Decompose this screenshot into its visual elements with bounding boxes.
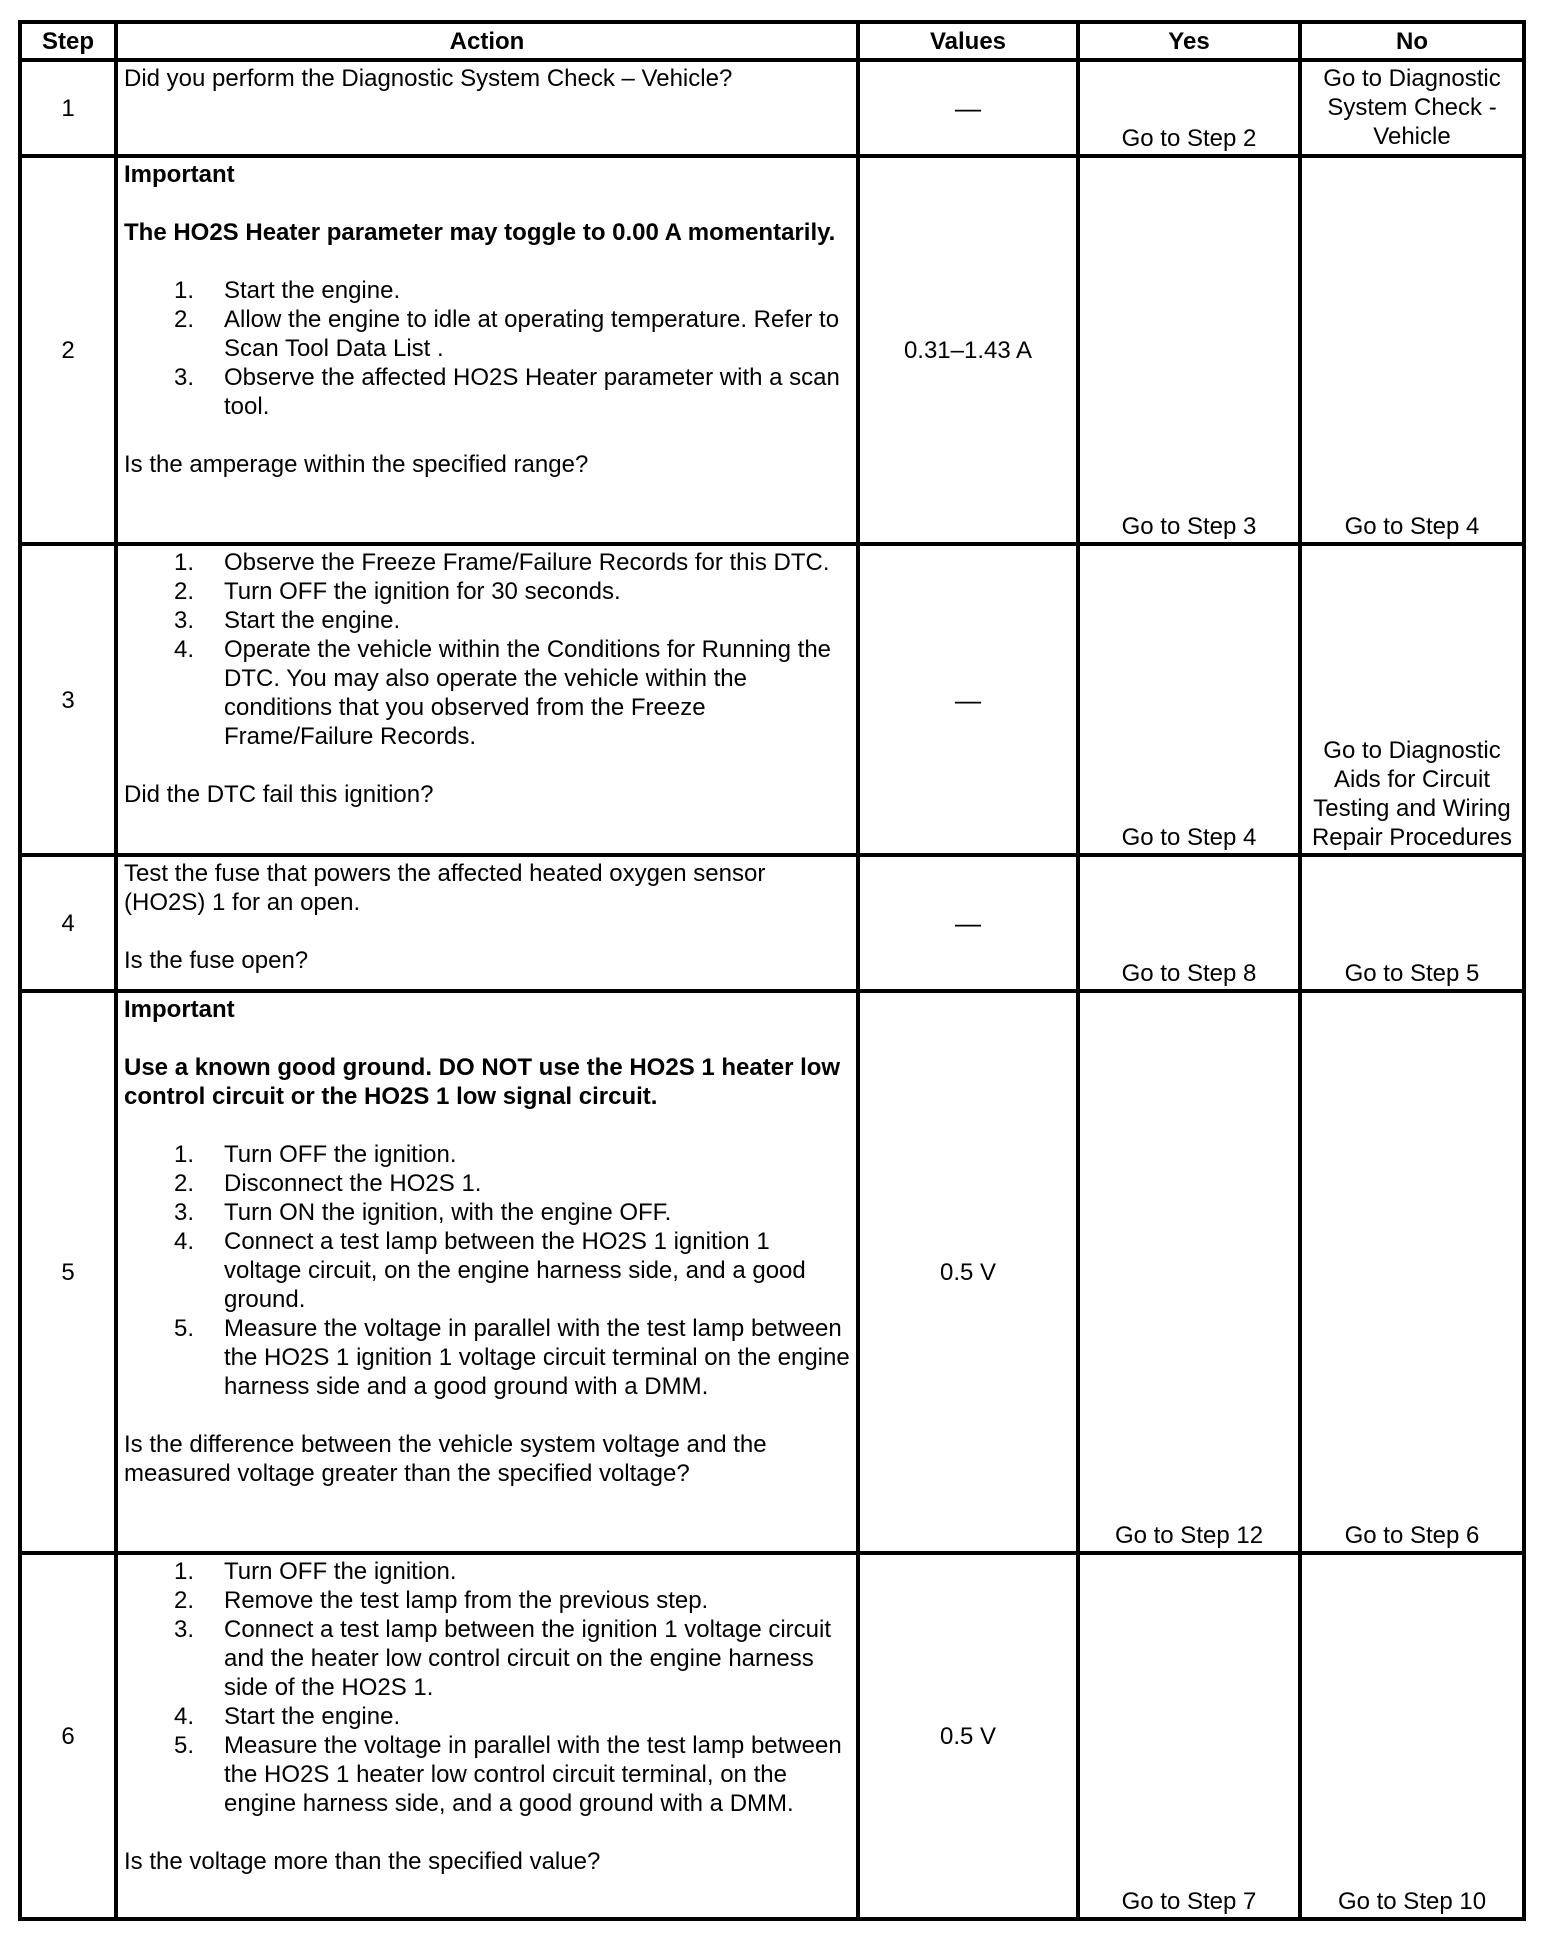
- values-cell: —: [858, 544, 1078, 855]
- values-cell: 0.31–1.43 A: [858, 156, 1078, 544]
- action-cell: [116, 991, 858, 1553]
- list-item: 1. Turn OFF the ignition.: [174, 1141, 457, 1168]
- table-row-step-1: [20, 60, 1524, 156]
- list-item: 1. Start the engine.: [174, 277, 401, 304]
- no-cell: Go to Step 10: [1300, 1553, 1524, 1919]
- yes-cell: Go to Step 2: [1078, 60, 1300, 156]
- diagnostic-table: [18, 20, 1526, 1921]
- table-row-step-2: [20, 156, 1524, 544]
- values-cell: 0.5 V: [858, 1553, 1078, 1919]
- values-cell: 0.5 V: [858, 991, 1078, 1553]
- no-cell: Go to Step 5: [1300, 855, 1524, 991]
- list-item: 4. Operate the vehicle within the Conditions for Running the DTC. You may also operate the vehicle within the conditions that you observed from the Freeze Frame/Failure Records.: [174, 636, 832, 750]
- step-number: 4: [20, 855, 116, 991]
- table-row-step-3: [20, 544, 1524, 855]
- question-text: Is the amperage within the specified range?: [124, 451, 589, 478]
- step-number: 5: [20, 991, 116, 1553]
- list-item: 2. Remove the test lamp from the previous step.: [174, 1587, 709, 1614]
- important-note: The HO2S Heater parameter may toggle to 0.00 A momentarily.: [124, 219, 836, 246]
- important-label: Important: [124, 161, 235, 188]
- procedure-list: [124, 276, 850, 421]
- header-action: Action: [116, 22, 858, 60]
- no-cell: Go to Step 4: [1300, 156, 1524, 544]
- question-text: Is the fuse open?: [124, 947, 309, 974]
- yes-cell: Go to Step 3: [1078, 156, 1300, 544]
- action-text: Did you perform the Diagnostic System Check – Vehicle?: [124, 65, 733, 92]
- question-text: Is the voltage more than the specified value?: [124, 1848, 601, 1875]
- list-item: 4. Connect a test lamp between the HO2S 1 ignition 1 voltage circuit, on the engine harness side, and a good ground.: [174, 1228, 806, 1313]
- action-cell: [116, 60, 858, 156]
- question-text: Is the difference between the vehicle system voltage and the measured voltage greater than the specified voltage?: [124, 1431, 767, 1487]
- yes-cell: Go to Step 8: [1078, 855, 1300, 991]
- header-row: [20, 22, 1524, 60]
- step-number: 2: [20, 156, 116, 544]
- procedure-list: [124, 1140, 850, 1401]
- no-cell: Go to Diagnostic System Check - Vehicle: [1300, 60, 1524, 156]
- list-item: 1. Turn OFF the ignition.: [174, 1558, 457, 1585]
- yes-cell: Go to Step 7: [1078, 1553, 1300, 1919]
- list-item: 2. Disconnect the HO2S 1.: [174, 1170, 482, 1197]
- yes-cell: Go to Step 4: [1078, 544, 1300, 855]
- no-cell: Go to Step 6: [1300, 991, 1524, 1553]
- values-cell: —: [858, 60, 1078, 156]
- action-cell: [116, 544, 858, 855]
- procedure-list: [124, 1557, 850, 1818]
- question-text: Did the DTC fail this ignition?: [124, 781, 434, 808]
- action-cell: [116, 1553, 858, 1919]
- action-cell: [116, 855, 858, 991]
- list-item: 4. Start the engine.: [174, 1703, 401, 1730]
- list-item: 3. Connect a test lamp between the ignition 1 voltage circuit and the heater low control circuit on the engine harness side of the HO2S 1.: [174, 1616, 832, 1701]
- step-number: 1: [20, 60, 116, 156]
- action-text: Test the fuse that powers the affected heated oxygen sensor (HO2S) 1 for an open.: [124, 860, 766, 916]
- list-item: 3. Observe the affected HO2S Heater parameter with a scan tool.: [174, 364, 840, 420]
- list-item: 3. Start the engine.: [174, 607, 401, 634]
- step-number: 6: [20, 1553, 116, 1919]
- header-step: Step: [20, 22, 116, 60]
- action-cell: [116, 156, 858, 544]
- list-item: 1. Observe the Freeze Frame/Failure Records for this DTC.: [174, 549, 830, 576]
- header-yes: Yes: [1078, 22, 1300, 60]
- header-values: Values: [858, 22, 1078, 60]
- yes-cell: Go to Step 12: [1078, 991, 1300, 1553]
- no-cell: Go to Diagnostic Aids for Circuit Testing and Wiring Repair Procedures: [1300, 544, 1524, 855]
- values-cell: —: [858, 855, 1078, 991]
- list-item: 5. Measure the voltage in parallel with the test lamp between the HO2S 1 heater low control circuit terminal, on the engine harness side, and a good ground with a DMM.: [174, 1732, 842, 1817]
- procedure-list: [124, 548, 850, 751]
- header-no: No: [1300, 22, 1524, 60]
- table-row-step-5: [20, 991, 1524, 1553]
- important-note: Use a known good ground. DO NOT use the HO2S 1 heater low control circuit or the HO2S 1 low signal circuit.: [124, 1054, 841, 1110]
- table-row-step-4: [20, 855, 1524, 991]
- step-number: 3: [20, 544, 116, 855]
- list-item: 5. Measure the voltage in parallel with the test lamp between the HO2S 1 ignition 1 voltage circuit terminal on the engine harness side and a good ground with a DMM.: [174, 1315, 850, 1400]
- list-item: 3. Turn ON the ignition, with the engine OFF.: [174, 1199, 672, 1226]
- table-row-step-6: [20, 1553, 1524, 1919]
- important-label: Important: [124, 996, 235, 1023]
- list-item: 2. Turn OFF the ignition for 30 seconds.: [174, 578, 621, 605]
- list-item: 2. Allow the engine to idle at operating temperature. Refer to Scan Tool Data List .: [174, 306, 840, 362]
